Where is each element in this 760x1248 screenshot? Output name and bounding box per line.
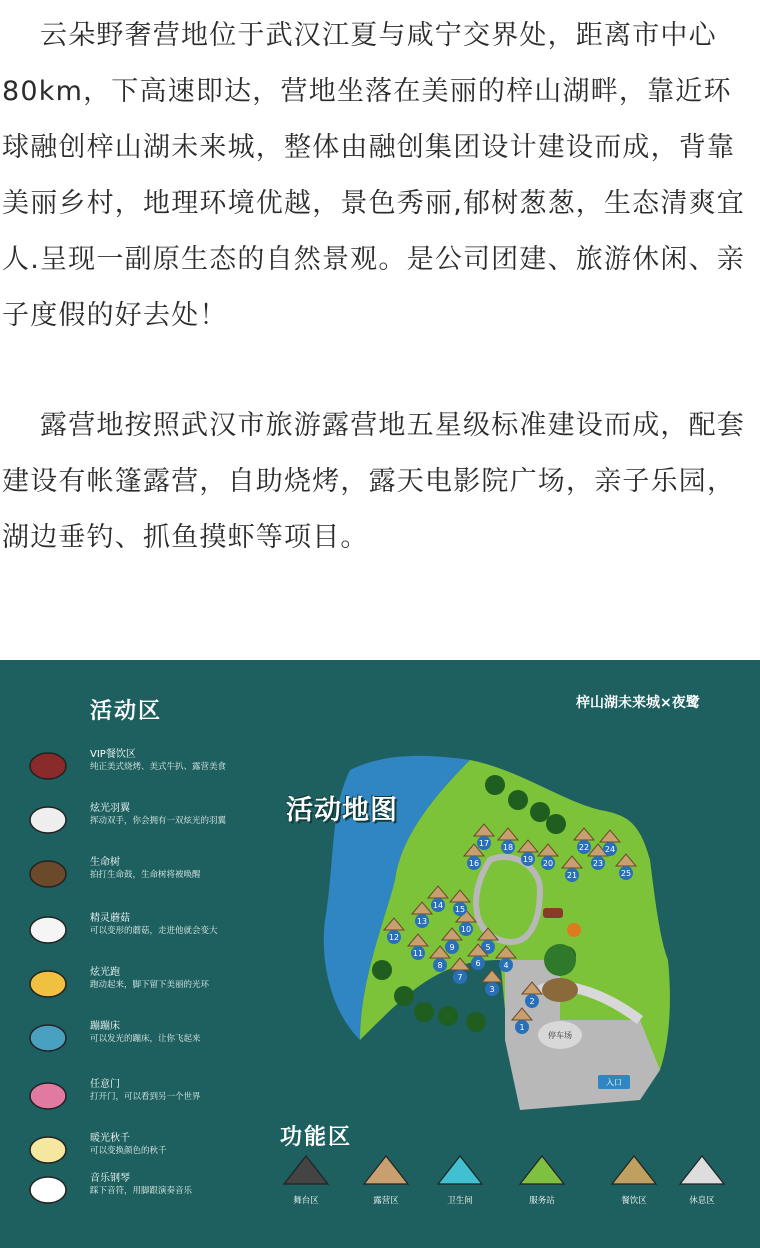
tent-number: 1	[519, 1023, 525, 1032]
parking-label: 停车场	[548, 1031, 572, 1040]
tent-number: 24	[604, 845, 616, 854]
legend-item-name: 任意门	[90, 1079, 120, 1090]
tree	[508, 790, 528, 810]
tent-number: 8	[437, 961, 443, 970]
tent-number: 12	[388, 933, 400, 942]
life-tree-base	[542, 978, 578, 1002]
legend-item-desc: 拍打生命鼓，生命树将被唤醒	[90, 870, 201, 880]
function-label: 餐饮区	[621, 1196, 647, 1206]
tent-number: 2	[529, 997, 535, 1006]
activity-area-title: 活动区	[90, 699, 163, 724]
paragraph-facilities: 露营地按照武汉市旅游露营地五星级标准建设而成，配套建设有帐篷露营，自助烧烤，露天电影院广场，亲子乐园，湖边垂钓、抓鱼摸虾等项目。	[2, 410, 745, 553]
campfire-marker	[567, 923, 581, 937]
tent-number: 5	[485, 943, 491, 952]
camp-icon	[356, 1148, 416, 1194]
legend-item-name: 炫光跑	[90, 967, 120, 978]
bbq-marker	[543, 908, 563, 918]
function-label: 露营区	[373, 1196, 399, 1206]
tent-number: 9	[449, 943, 455, 952]
tent-number: 17	[478, 839, 490, 848]
tree	[530, 802, 550, 822]
legend-item-desc: 可以发光的蹦床，让你飞起来	[90, 1034, 201, 1044]
tent-number: 23	[592, 859, 604, 868]
tree	[394, 986, 414, 1006]
legend-item-name: 暖光秋千	[90, 1133, 130, 1144]
entrance-label: 入口	[606, 1078, 622, 1087]
stage-icon	[276, 1148, 336, 1194]
paragraph-intro: 云朵野奢营地位于武汉江夏与咸宁交界处，距离市中心80km，下高速即达，营地坐落在美丽的梓山湖畔，靠近环球融创梓山湖未来城，整体由融创集团设计建设而成，背靠美丽乡村，地理环境优越，景色秀丽,郁树葱葱，生态清爽宜人.呈现一副原生态的自然景观。是公司团建、旅游休闲、亲子度假的好去处！	[2, 20, 745, 331]
tree	[414, 1002, 434, 1022]
tent-number: 13	[416, 917, 428, 926]
function-label: 服务站	[529, 1196, 555, 1206]
function-label: 休息区	[689, 1196, 715, 1206]
tent-number: 19	[522, 855, 534, 864]
tent-number: 15	[454, 905, 466, 914]
legend-item-desc: 打开门，可以看到另一个世界	[90, 1092, 201, 1102]
tree	[466, 1012, 486, 1032]
tent-number: 6	[475, 959, 481, 968]
campsite-map-poster	[0, 660, 760, 1248]
tree	[438, 1006, 458, 1026]
service-icon	[512, 1148, 572, 1194]
tent-number: 11	[412, 949, 424, 958]
function-label: 舞台区	[293, 1196, 319, 1206]
legend-item-desc: 可以变形的蘑菇，走进他就会变大	[90, 926, 218, 936]
tent-number: 10	[460, 925, 472, 934]
tent-number: 18	[502, 843, 514, 852]
tent-number: 4	[503, 961, 509, 970]
tree	[372, 960, 392, 980]
rest-icon	[672, 1148, 732, 1194]
legend-item-desc: 跑动起来，脚下留下美丽的光环	[90, 980, 210, 990]
legend-item-name: 蹦蹦床	[90, 1021, 120, 1032]
tent-number: 25	[620, 869, 632, 878]
legend-item-desc: 踩下音符，用脚跟演奏音乐	[90, 1186, 193, 1196]
dining-icon	[604, 1148, 664, 1194]
tent-marker	[482, 970, 502, 982]
brand-logo-text: 梓山湖未来城×夜鹭	[576, 695, 700, 711]
tent-number: 3	[489, 985, 495, 994]
legend-item-desc: 纯正美式烧烤、美式牛扒、露营美食	[90, 762, 227, 772]
tent-number: 22	[578, 843, 590, 852]
legend-item-name: VIP餐饮区	[90, 749, 136, 760]
life-tree	[544, 944, 576, 976]
tent-number: 7	[457, 973, 463, 982]
legend-item-name: 精灵蘑菇	[90, 913, 130, 924]
function-area-title: 功能区	[280, 1125, 353, 1150]
tent-number: 20	[542, 859, 554, 868]
tree	[485, 775, 505, 795]
toilet-icon	[430, 1148, 490, 1194]
map-title: 活动地图	[286, 795, 398, 826]
function-label: 卫生间	[447, 1196, 473, 1206]
legend-item-desc: 可以变换颜色的秋千	[90, 1146, 167, 1156]
tent-number: 21	[566, 871, 578, 880]
tree	[546, 814, 566, 834]
legend-item-name: 生命树	[90, 857, 120, 868]
tent-number: 14	[432, 901, 444, 910]
legend-item-desc: 挥动双手，你会拥有一双炫光的羽翼	[90, 816, 227, 826]
legend-item-name: 炫光羽翼	[90, 803, 130, 814]
legend-item-name: 音乐钢琴	[90, 1173, 130, 1184]
tent-number: 16	[468, 859, 480, 868]
